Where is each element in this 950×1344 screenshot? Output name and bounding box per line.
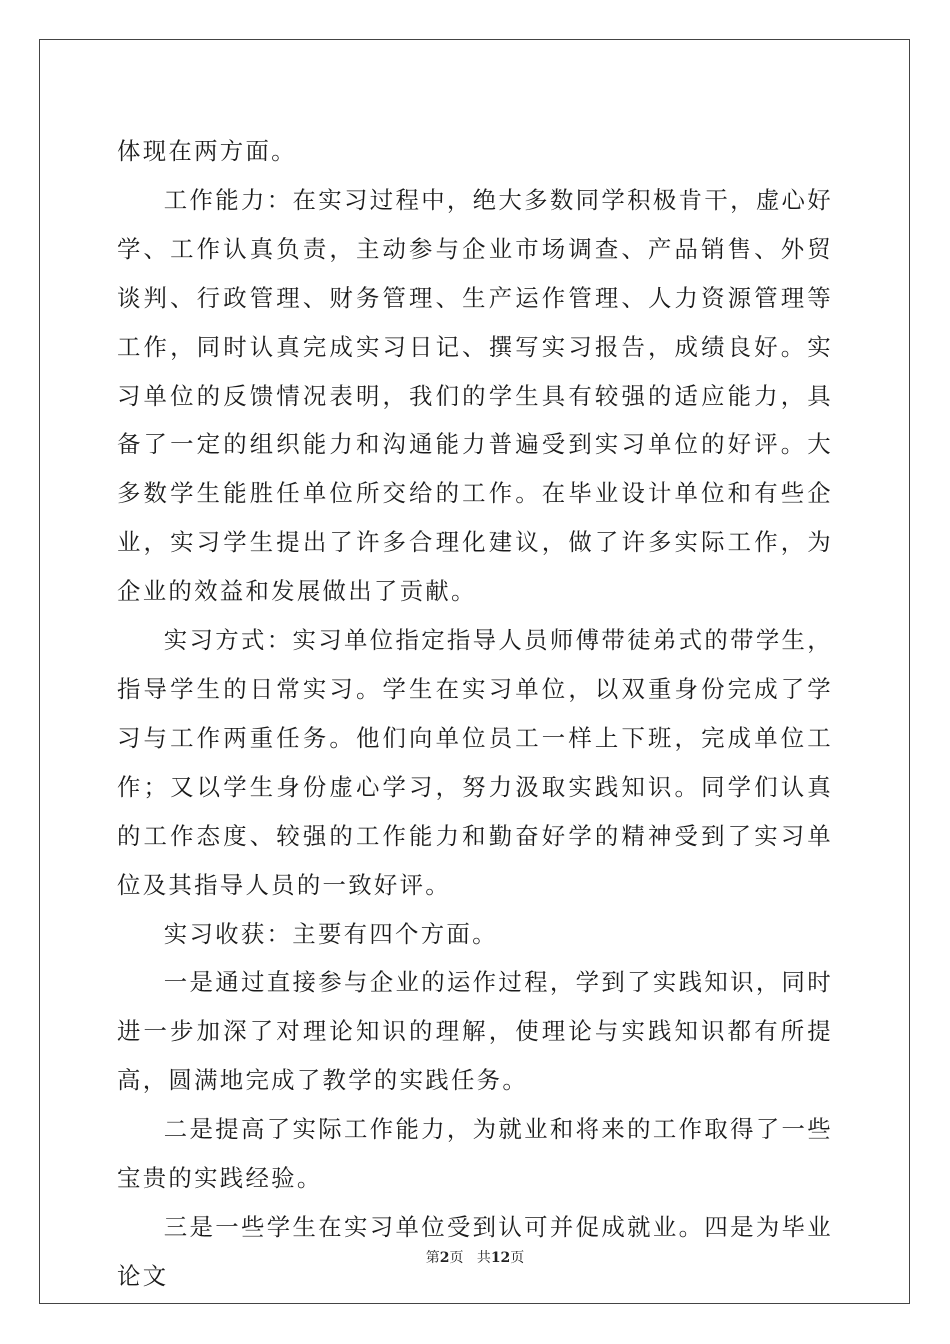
- footer-page-number: 2: [439, 1250, 450, 1266]
- footer-page-unit: 页: [449, 1250, 464, 1266]
- footer-total-unit: 页: [510, 1250, 525, 1266]
- paragraph-4: 实习收获：主要有四个方面。: [163, 919, 498, 948]
- document-body: [117, 127, 833, 1301]
- paragraph-6: 二是提高了实际工作能力，为就业和将来的工作取得了一些宝贵的实践经验。: [117, 1115, 833, 1193]
- paragraph-1: 体现在两方面。: [117, 137, 297, 165]
- paragraph-5: 一是通过直接参与企业的运作过程，学到了实践知识，同时进一步加深了对理论知识的理解，使理论与实践知识都有所提高，圆满地完成了教学的实践任务。: [117, 968, 833, 1095]
- footer-total-prefix: 共: [476, 1250, 491, 1266]
- footer-page-prefix: 第: [425, 1250, 440, 1266]
- paragraph-3: 实习方式：实习单位指定指导人员师傅带徒弟式的带学生，指导学生的日常实习。学生在实习单位，以双重身份完成了学习与工作两重任务。他们向单位员工一样上下班，完成单位工作；又以学生身份虚心学习，努力汲取实践知识。同学们认真的工作态度、较强的工作能力和勤奋好学的精神受到了实习单位及其指导人员的一致好评。: [117, 626, 833, 899]
- footer-total-pages: 12: [490, 1250, 511, 1266]
- paragraph-7: 三是一些学生在实习单位受到认可并促成就业。四是为毕业论文: [117, 1212, 833, 1290]
- page-footer: [0, 1247, 950, 1267]
- paragraph-2: 工作能力：在实习过程中，绝大多数同学积极肯干，虚心好学、工作认真负责，主动参与企业市场调查、产品销售、外贸谈判、行政管理、财务管理、生产运作管理、人力资源管理等工作，同时认真完成实习日记、撰写实习报告，成绩良好。实习单位的反馈情况表明，我们的学生具有较强的适应能力，具备了一定的组织能力和沟通能力普遍受到实习单位的好评。大多数学生能胜任单位所交给的工作。在毕业设计单位和有些企业，实习学生提出了许多合理化建议，做了许多实际工作，为企业的效益和发展做出了贡献。: [117, 185, 833, 606]
